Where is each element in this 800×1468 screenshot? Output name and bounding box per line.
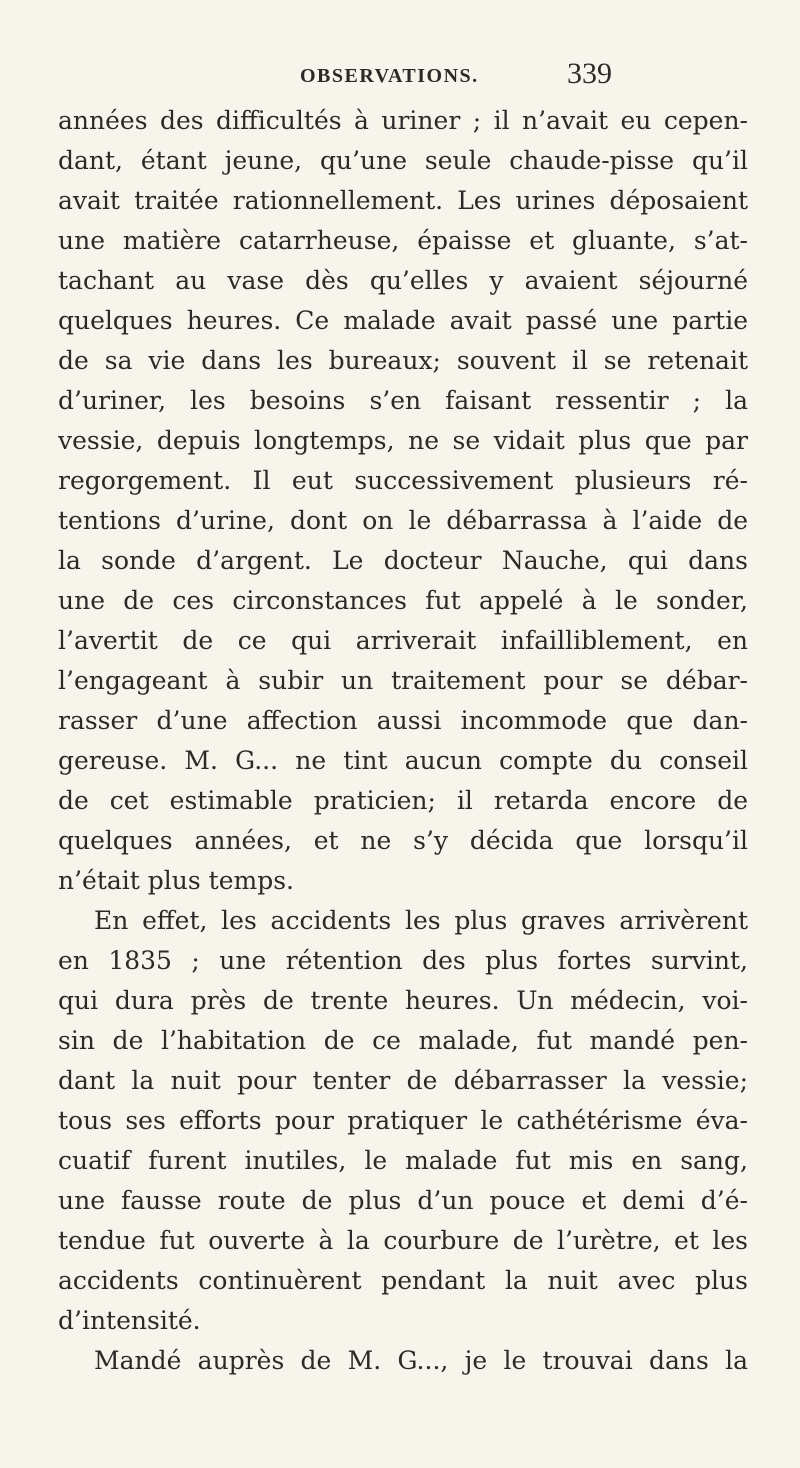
- text-line: une de ces circonstances fut appelé à le sonder,: [58, 586, 748, 615]
- text-line: tous ses efforts pour pratiquer le cathétérisme éva-: [58, 1106, 748, 1135]
- text-line: regorgement. Il eut successivement plusieurs ré-: [58, 466, 748, 495]
- text-line: gereuse. M. G... ne tint aucun compte du conseil: [58, 746, 748, 775]
- text-line: d’uriner, les besoins s’en faisant ressentir ; la: [58, 386, 748, 415]
- text-line: avait traitée rationnellement. Les urines déposaient: [58, 186, 748, 215]
- text-line: quelques heures. Ce malade avait passé une partie: [58, 306, 748, 335]
- text-line: quelques années, et ne s’y décida que lorsqu’il: [58, 826, 748, 855]
- text-line: dant, étant jeune, qu’une seule chaude-pisse qu’il: [58, 146, 748, 175]
- text-line: en 1835 ; une rétention des plus fortes survint,: [58, 946, 748, 975]
- text-line: la sonde d’argent. Le docteur Nauche, qui dans: [58, 546, 748, 575]
- text-line: l’engageant à subir un traitement pour se débar-: [58, 666, 748, 695]
- text-line: une matière catarrheuse, épaisse et gluante, s’at-: [58, 226, 748, 255]
- text-line: tendue fut ouverte à la courbure de l’urètre, et les: [58, 1226, 748, 1255]
- paragraph-end-line: d’intensité.: [58, 1306, 201, 1335]
- text-line: années des difficultés à uriner ; il n’avait eu cepen-: [58, 106, 748, 135]
- text-line: accidents continuèrent pendant la nuit avec plus: [58, 1266, 748, 1295]
- text-line: une fausse route de plus d’un pouce et demi d’é-: [58, 1186, 748, 1215]
- page-number: 339: [567, 57, 612, 90]
- paragraph-start-line: Mandé auprès de M. G..., je le trouvai dans la: [94, 1346, 748, 1375]
- page-header: [0, 55, 800, 105]
- text-line: tachant au vase dès qu’elles y avaient séjourné: [58, 266, 748, 295]
- paragraph-start-line: En effet, les accidents les plus graves arrivèrent: [94, 906, 748, 935]
- text-line: qui dura près de trente heures. Un médecin, voi-: [58, 986, 748, 1015]
- text-line: de sa vie dans les bureaux; souvent il se retenait: [58, 346, 748, 375]
- text-line: cuatif furent inutiles, le malade fut mis en sang,: [58, 1146, 748, 1175]
- text-line: rasser d’une affection aussi incommode que dan-: [58, 706, 748, 735]
- text-line: dant la nuit pour tenter de débarrasser la vessie;: [58, 1066, 748, 1095]
- text-line: de cet estimable praticien; il retarda encore de: [58, 786, 748, 815]
- running-head: OBSERVATIONS.: [300, 65, 479, 87]
- paragraph-end-line: n’était plus temps.: [58, 866, 294, 895]
- body-text: [58, 101, 748, 1381]
- text-line: sin de l’habitation de ce malade, fut mandé pen-: [58, 1026, 748, 1055]
- text-line: l’avertit de ce qui arriverait infailliblement, en: [58, 626, 748, 655]
- text-line: vessie, depuis longtemps, ne se vidait plus que par: [58, 426, 748, 455]
- text-line: tentions d’urine, dont on le débarrassa à l’aide de: [58, 506, 748, 535]
